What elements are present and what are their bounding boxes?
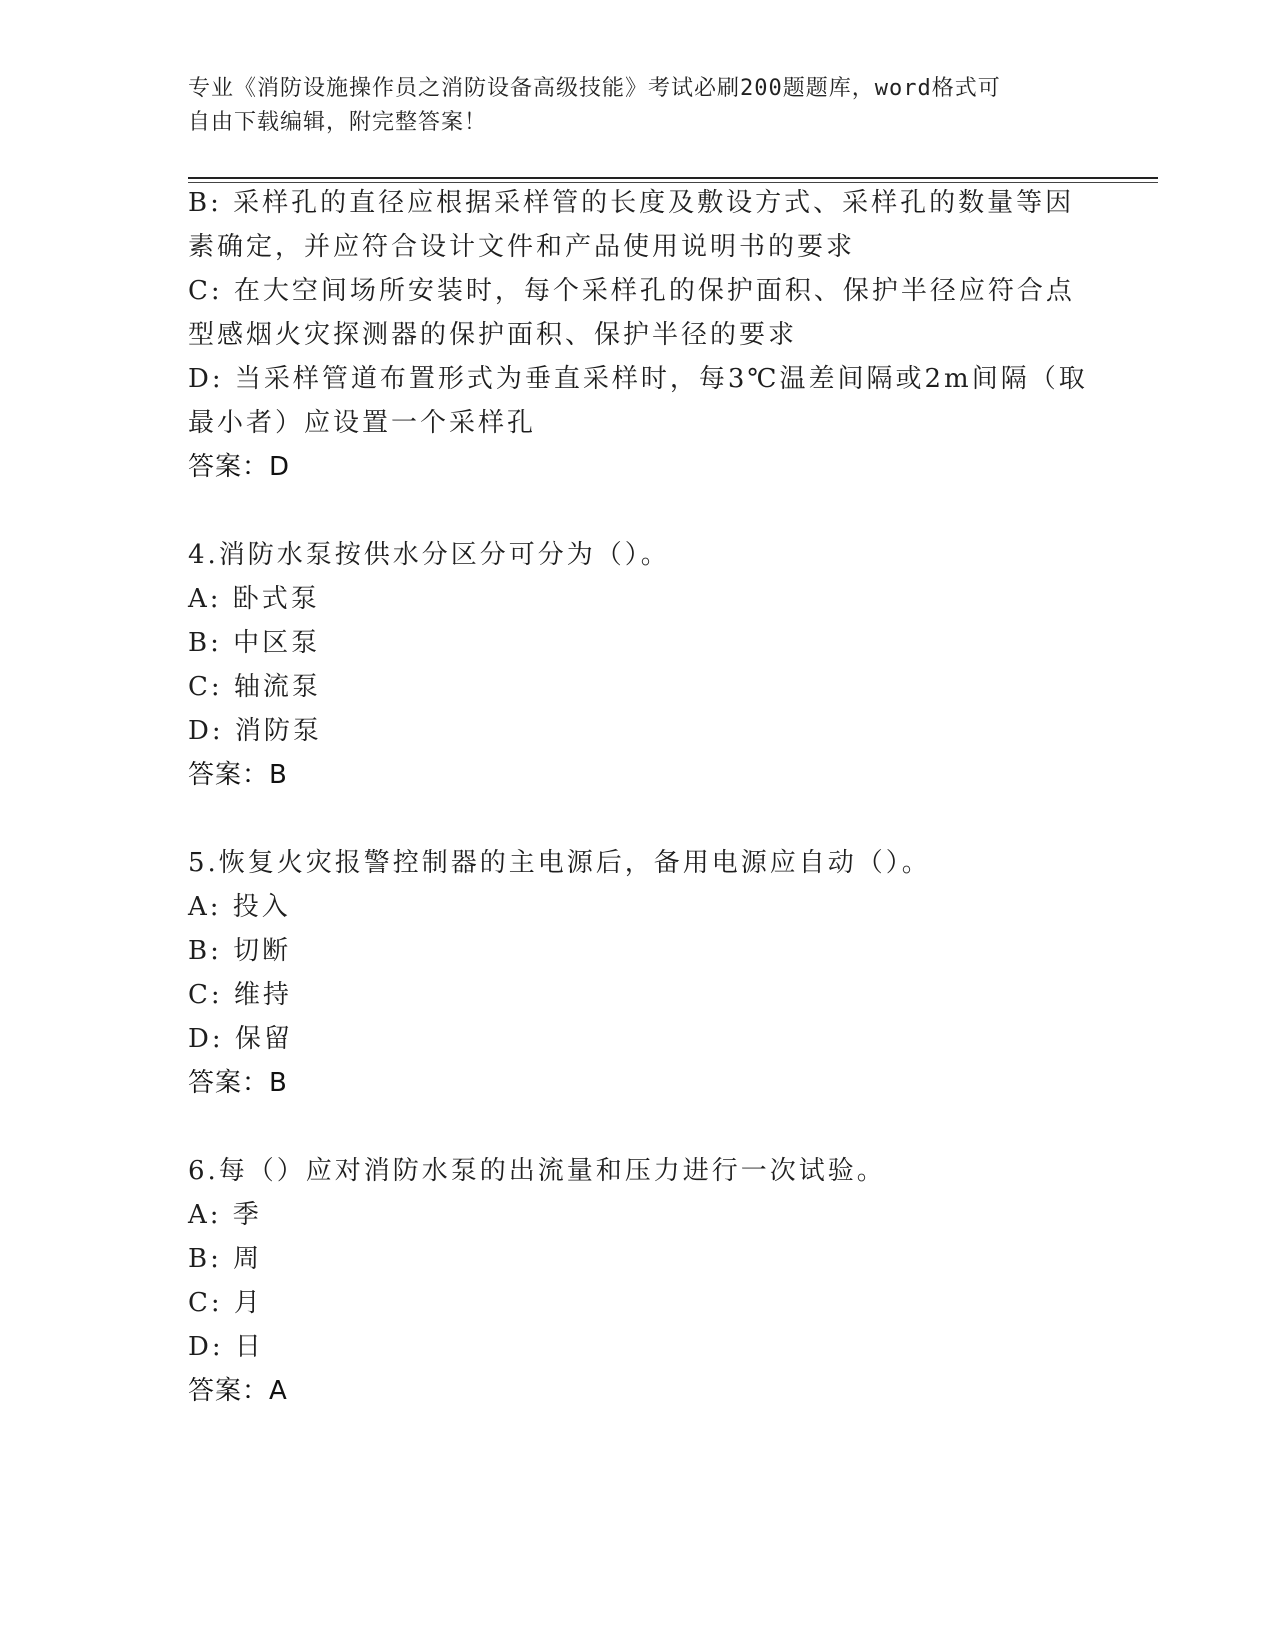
question-5-option-d: D: 保留: [188, 1024, 293, 1054]
question-4-answer: 答案：B: [188, 760, 288, 790]
header-divider-thick: [188, 177, 1158, 179]
question-6-stem: 6.每（）应对消防水泵的出流量和压力进行一次试验。: [188, 1156, 886, 1186]
document-header: [188, 72, 1088, 140]
question-5-answer: 答案：B: [188, 1068, 288, 1098]
prev-option-d-line-2: 最小者）应设置一个采样孔: [188, 408, 537, 438]
question-4-option-a: A: 卧式泵: [188, 584, 320, 614]
header-line-2: 自由下载编辑，附完整答案！: [188, 110, 488, 135]
prev-option-b-line-2: 素确定，并应符合设计文件和产品使用说明书的要求: [188, 232, 856, 262]
question-5-stem: 5.恢复火灾报警控制器的主电源后，备用电源应自动（）。: [188, 848, 931, 878]
prev-option-c-line-2: 型感烟火灾探测器的保护面积、保护半径的要求: [188, 320, 798, 350]
header-divider-thin: [188, 182, 1158, 183]
question-6-option-c: C: 月: [188, 1288, 263, 1318]
question-4-stem: 4.消防水泵按供水分区分可分为（）。: [188, 540, 670, 570]
question-4-option-c: C: 轴流泵: [188, 672, 321, 702]
question-5-option-c: C: 维持: [188, 980, 292, 1010]
question-4-option-d: D: 消防泵: [188, 716, 322, 746]
prev-option-d-line-1: D: 当采样管道布置形式为垂直采样时，每3℃温差间隔或2m间隔（取: [188, 364, 1088, 394]
header-line-1: 专业《消防设施操作员之消防设备高级技能》考试必刷200题题库，word格式可: [188, 76, 1001, 101]
question-6-option-b: B: 周: [188, 1244, 263, 1274]
question-4-option-b: B: 中区泵: [188, 628, 321, 658]
prev-answer: 答案：D: [188, 452, 291, 482]
question-5-option-b: B: 切断: [188, 936, 292, 966]
prev-option-b-line-1: B: 采样孔的直径应根据采样管的长度及敷设方式、采样孔的数量等因: [188, 188, 1075, 218]
prev-option-c-line-1: C: 在大空间场所安装时，每个采样孔的保护面积、保护半径应符合点: [188, 276, 1075, 306]
question-5-option-a: A: 投入: [188, 892, 291, 922]
question-6-option-d: D: 日: [188, 1332, 264, 1362]
question-6-option-a: A: 季: [188, 1200, 262, 1230]
question-6-answer: 答案：A: [188, 1376, 288, 1406]
